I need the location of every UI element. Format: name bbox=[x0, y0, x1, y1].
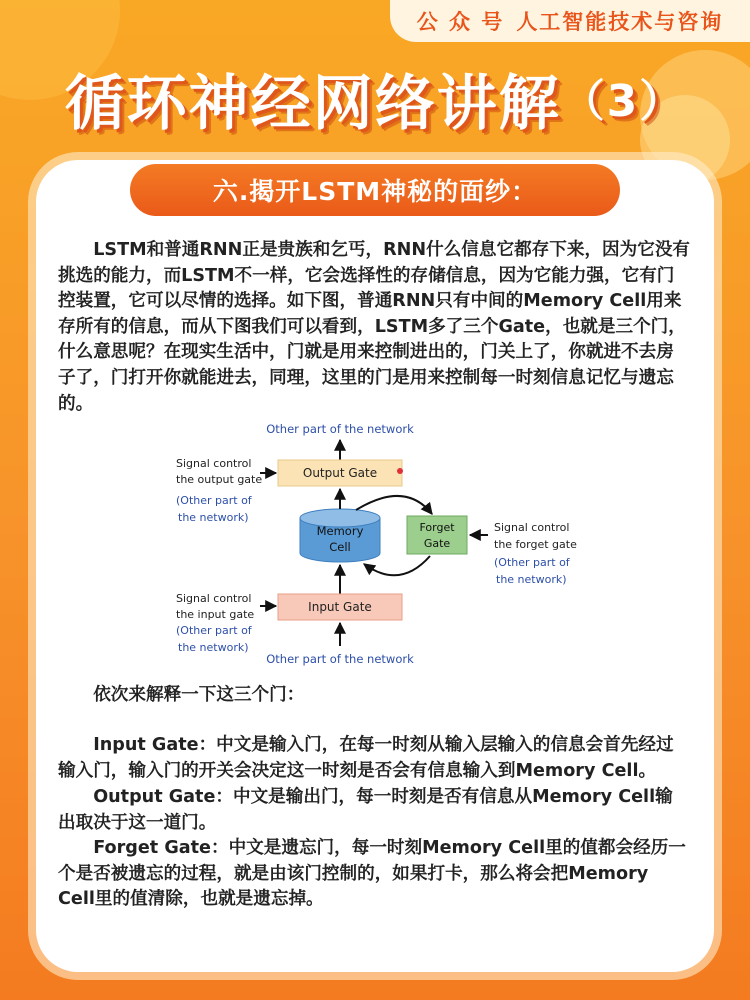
brand-tab bbox=[390, 0, 750, 42]
signal-forget-line4: the network) bbox=[496, 573, 567, 586]
signal-output-line2: the output gate bbox=[176, 473, 263, 486]
input-gate-paragraph: Input Gate：中文是输入门，在每一时刻从输入层输入的信息会首先经过输入门，输入门的开关会决定这一时刻是否会有信息输入到Memory Cell。 bbox=[58, 735, 674, 781]
output-gate-label: Output Gate bbox=[302, 466, 378, 480]
forget-gate-line1: Forget bbox=[419, 521, 455, 534]
forget-gate-paragraph: Forget Gate：中文是遗忘门，每一时刻Memory Cell里的值都会经历一个是否被遗忘的过程，就是由该门控制的，如果打卡，那么将会把Memory Cell里的值清除，也就是遗忘掉。 bbox=[58, 838, 686, 910]
signal-output-line1: Signal control bbox=[176, 457, 252, 470]
arrow-forget-to-memory bbox=[364, 556, 430, 575]
title-main: 循环神经网络讲解 bbox=[64, 69, 561, 139]
signal-output-line4: the network) bbox=[178, 511, 249, 524]
output-gate-paragraph: Output Gate：中文是输出门，每一时刻是否有信息从Memory Cell输出取决于这一道门。 bbox=[58, 787, 673, 833]
lstm-diagram bbox=[160, 418, 590, 673]
memory-cell-line2: Cell bbox=[329, 540, 351, 554]
marker-dot bbox=[397, 468, 403, 474]
input-gate-label: Input Gate bbox=[308, 600, 372, 614]
signal-forget-line1: Signal control bbox=[494, 521, 570, 534]
signal-input-line3: (Other part of bbox=[176, 624, 252, 637]
intro-paragraph: LSTM和普通RNN正是贵族和乞丐，RNN什么信息它都存下来，因为它没有挑选的能力，而LSTM不一样，它会选择性的存储信息，因为它能力强，它有门控装置，它可以尽情的选择。如下图，普通RNN只有中间的Memory Cell用来存所有的信息，而从下图我们可以看到，LSTM多了三个Gate，也就是三个门，什么意思呢？在现实生活中，门就是用来控制进出的，门关上了，你就进不去房子了，门打开你就能进去，同理，这里的门是用来控制每一时刻信息记忆与遗忘的。 bbox=[58, 240, 691, 414]
signal-input-line1: Signal control bbox=[176, 592, 252, 605]
memory-cell-line1: Memory bbox=[316, 524, 364, 538]
brand-prefix: 公 众 号 bbox=[416, 10, 505, 34]
signal-output-line3: (Other part of bbox=[176, 494, 252, 507]
lead-paragraph: 依次来解释一下这三个门： bbox=[93, 685, 305, 705]
top-network-label: Other part of the network bbox=[266, 422, 414, 436]
title-number: （3） bbox=[560, 76, 686, 127]
memory-cell bbox=[300, 509, 380, 562]
forget-gate-line2: Gate bbox=[423, 537, 451, 550]
signal-forget-line2: the forget gate bbox=[494, 538, 577, 551]
page-title bbox=[0, 56, 750, 142]
bottom-network-label: Other part of the network bbox=[266, 652, 414, 666]
section-heading: 六.揭开LSTM神秘的面纱： bbox=[130, 164, 620, 216]
brand-name: 人工智能技术与咨询 bbox=[516, 10, 724, 34]
signal-input-line2: the input gate bbox=[176, 608, 255, 621]
signal-input-line4: the network) bbox=[178, 641, 249, 654]
signal-forget-line3: (Other part of bbox=[494, 556, 570, 569]
